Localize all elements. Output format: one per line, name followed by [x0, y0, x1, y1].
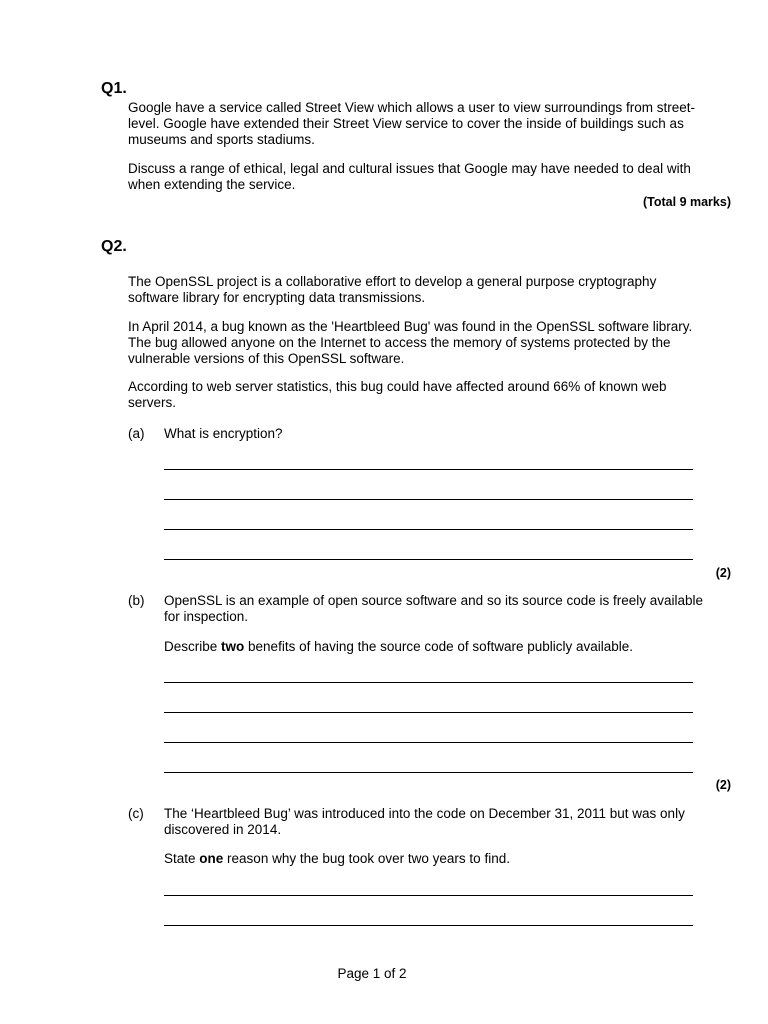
page-number: Page 1 of 2	[337, 966, 407, 981]
part-c-prompt: State one reason why the bug took over two years to find.	[164, 851, 510, 866]
part-c-label: (c)	[128, 806, 144, 821]
part-b-context: OpenSSL is an example of open source software and so its source code is freely available for inspection.	[164, 593, 704, 624]
part-b-marks: (2)	[715, 778, 731, 792]
part-b-answer-line[interactable]	[164, 772, 693, 773]
question-2-number: Q2.	[101, 238, 127, 255]
question-2-context: In April 2014, a bug known as the 'Heartbleed Bug' was found in the OpenSSL software library. The bug allowed anyone on the Internet to access the memory of systems protected by the vulnerable versions of this OpenSSL software.	[128, 319, 693, 366]
part-c-emphasis: one	[199, 851, 224, 866]
part-c-context: The ‘Heartbleed Bug’ was introduced into the code on December 31, 2011 but was only discovered in 2014.	[164, 806, 685, 837]
part-a-question: What is encryption?	[164, 426, 283, 441]
question-2-statistics: According to web server statistics, this bug could have affected around 66% of known web servers.	[128, 379, 667, 410]
part-a-answer-line[interactable]	[164, 559, 693, 560]
part-c-answer-line[interactable]	[164, 925, 693, 926]
part-b-emphasis: two	[221, 639, 245, 654]
part-a-marks: (2)	[715, 566, 731, 580]
part-a-answer-line[interactable]	[164, 469, 693, 470]
part-b-answer-line[interactable]	[164, 742, 693, 743]
part-a-answer-line[interactable]	[164, 529, 693, 530]
part-b-answer-line[interactable]	[164, 682, 693, 683]
part-a-answer-line[interactable]	[164, 499, 693, 500]
question-1-total-marks: (Total 9 marks)	[643, 195, 731, 209]
part-a-label: (a)	[128, 426, 145, 441]
part-b-label: (b)	[128, 593, 145, 608]
part-b-answer-line[interactable]	[164, 712, 693, 713]
question-1-number: Q1.	[101, 80, 127, 97]
part-c-answer-line[interactable]	[164, 895, 693, 896]
question-1-task: Discuss a range of ethical, legal and cultural issues that Google may have needed to deal with when extending the service.	[128, 161, 691, 192]
question-2-intro: The OpenSSL project is a collaborative effort to develop a general purpose cryptography software library for encrypting data transmissions.	[128, 274, 657, 305]
question-1-intro: Google have a service called Street View which allows a user to view surroundings from street-level. Google have extended their Street View service to cover the inside of buildings such as museums and sports stadiums.	[128, 100, 696, 147]
part-b-prompt: Describe two benefits of having the source code of software publicly available.	[164, 639, 634, 654]
